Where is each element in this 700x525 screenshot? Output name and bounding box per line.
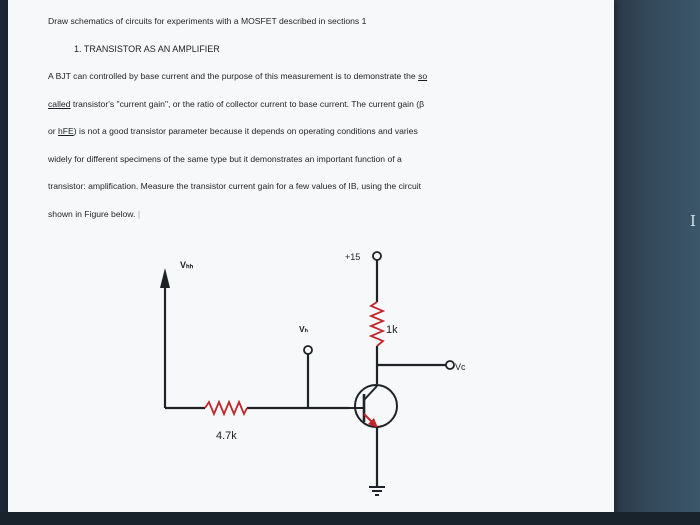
body-line-4: widely for different specimens of the same type but it demonstrates an important function of a — [48, 153, 402, 164]
collector-wires — [377, 346, 446, 384]
ground-icon — [369, 487, 385, 495]
vcc-label: +15 — [345, 252, 361, 262]
underlined-word: so — [418, 71, 428, 81]
vc-label: Vc — [455, 362, 466, 372]
vbb-arrow-icon — [160, 268, 170, 288]
collector-resistor — [371, 302, 383, 346]
edge-glyph: I — [690, 212, 696, 230]
vbb-label: Vₕₕ — [180, 260, 194, 270]
circuit-schematic — [8, 0, 614, 515]
bottom-dark-band — [0, 512, 700, 525]
base-resistor — [205, 402, 247, 414]
intro-line: Draw schematics of circuits for experiments with a MOSFET described in sections 1 — [48, 16, 367, 26]
body-line-6: shown in Figure below. | — [48, 208, 141, 219]
vbb-source-wire — [165, 286, 349, 408]
text-cursor: | — [137, 208, 141, 219]
body-line-3: or hFE) is not a good transistor parameter because it depends on operating conditions and varies — [48, 126, 418, 136]
body-line-2: called transistor's "current gain", or the ratio of collector current to base current. The current gain (β — [48, 98, 425, 109]
base-resistor-label: 4.7k — [216, 430, 237, 442]
body-line-5: transistor: amplification. Measure the transistor current gain for a few values of IB, using the circuit — [48, 181, 422, 191]
collector-resistor-label: 1k — [386, 324, 398, 336]
vc-terminal — [446, 361, 454, 369]
underlined-word: hFE — [58, 126, 74, 136]
npn-transistor — [349, 385, 397, 428]
vcc-terminal — [373, 252, 381, 260]
section-heading: 1. TRANSISTOR AS AN AMPLIFIER — [74, 43, 220, 54]
underlined-word: called — [48, 98, 71, 109]
vb-label: Vₕ — [299, 324, 309, 334]
document-page — [8, 0, 614, 515]
dark-background — [612, 0, 700, 525]
vb-terminal — [304, 346, 312, 354]
body-line-1: A BJT can controlled by base current and the purpose of this measurement is to demonstrate the so — [48, 71, 428, 81]
